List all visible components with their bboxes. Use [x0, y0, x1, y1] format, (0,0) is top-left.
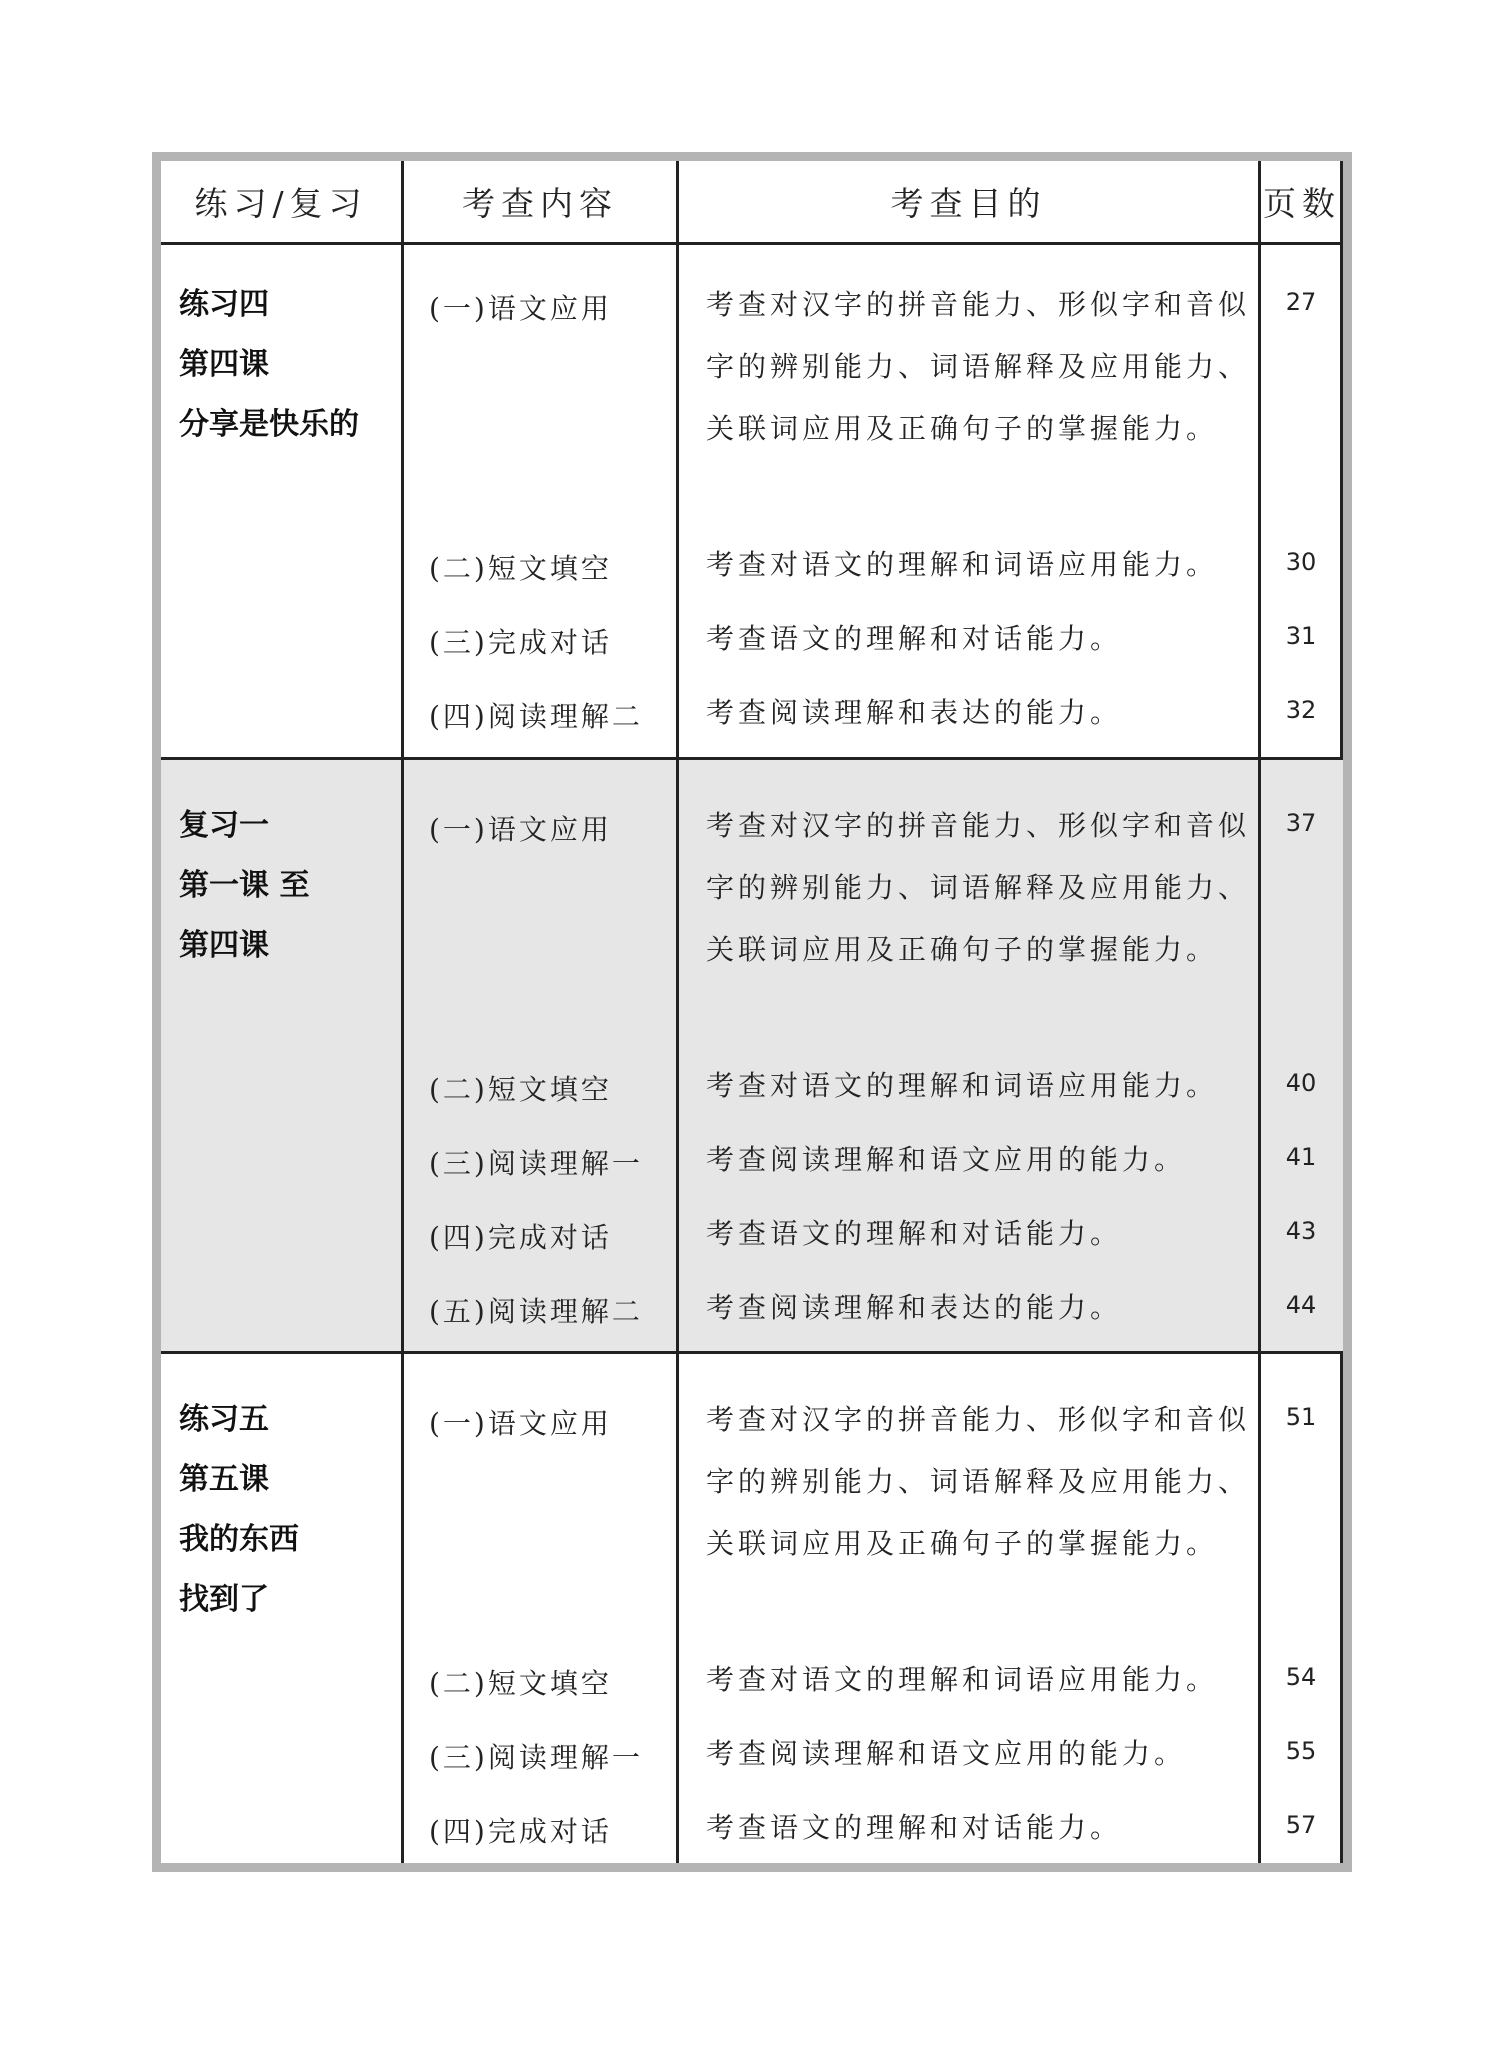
content-item: (五)阅读理解二	[429, 1295, 643, 1328]
objective-text: 考查对语文的理解和词语应用能力。	[706, 548, 1219, 581]
content-item: (四)完成对话	[429, 1221, 612, 1254]
title-line: 第五课	[179, 1462, 269, 1497]
header-practice-review: 练习/复习	[194, 184, 368, 223]
title-line: 第四课	[179, 928, 269, 963]
content-item: (一)语文应用	[429, 1407, 612, 1440]
objective-text: 考查阅读理解和表达的能力。	[706, 696, 1123, 729]
section-title	[179, 275, 359, 455]
objective-text: 考查语文的理解和对话能力。	[706, 622, 1123, 655]
page-number: 37	[1285, 809, 1317, 837]
page-number: 27	[1285, 288, 1317, 316]
objective-text: 考查语文的理解和对话能力。	[706, 1217, 1123, 1250]
content-item: (一)语文应用	[429, 292, 612, 325]
page-number: 51	[1285, 1403, 1317, 1431]
page-number: 55	[1285, 1737, 1317, 1765]
page-number: 43	[1285, 1217, 1317, 1245]
page-number: 30	[1285, 548, 1317, 576]
title-line: 分享是快乐的	[179, 407, 359, 442]
title-line: 找到了	[179, 1582, 269, 1617]
title-line: 第一课 至	[179, 868, 310, 903]
content-item: (二)短文填空	[429, 1667, 612, 1700]
title-line: 练习五	[179, 1402, 269, 1437]
header-objective: 考查目的	[890, 184, 1047, 223]
column-divider	[676, 161, 679, 1863]
page-number: 41	[1285, 1143, 1317, 1171]
content-item: (四)阅读理解二	[429, 700, 643, 733]
title-line: 第四课	[179, 347, 269, 382]
section-title	[179, 1390, 299, 1630]
objective-text: 考查对汉字的拼音能力、形似字和音似字的辨别能力、词语解释及应用能力、关联词应用及正确句子的掌握能力。	[706, 1403, 1251, 1560]
content-item: (三)阅读理解一	[429, 1147, 643, 1180]
column-divider	[401, 161, 404, 1863]
page-number: 57	[1285, 1811, 1317, 1839]
title-line: 练习四	[179, 287, 269, 322]
objective-text: 考查语文的理解和对话能力。	[706, 1811, 1123, 1844]
objective-text: 考查阅读理解和语文应用的能力。	[706, 1737, 1187, 1770]
table-frame	[152, 152, 1352, 1872]
objective-text: 考查对汉字的拼音能力、形似字和音似字的辨别能力、词语解释及应用能力、关联词应用及正确句子的掌握能力。	[706, 809, 1251, 966]
contents-table	[161, 161, 1343, 1863]
title-line: 我的东西	[179, 1522, 299, 1557]
header-content: 考查内容	[462, 184, 618, 223]
objective-text: 考查对语文的理解和词语应用能力。	[706, 1069, 1219, 1102]
header-page: 页数	[1263, 184, 1341, 223]
section-title	[179, 796, 309, 976]
objective-text: 考查阅读理解和语文应用的能力。	[706, 1143, 1187, 1176]
objective-text: 考查阅读理解和表达的能力。	[706, 1291, 1123, 1324]
content-item: (三)完成对话	[429, 626, 612, 659]
content-item: (三)阅读理解一	[429, 1741, 643, 1774]
content-item: (一)语文应用	[429, 813, 612, 846]
content-item: (二)短文填空	[429, 1073, 612, 1106]
page-number: 31	[1285, 622, 1317, 650]
objective-text: 考查对汉字的拼音能力、形似字和音似字的辨别能力、词语解释及应用能力、关联词应用及正确句子的掌握能力。	[706, 288, 1251, 445]
section-divider	[161, 757, 1343, 760]
page-number: 44	[1285, 1291, 1317, 1319]
title-line: 复习一	[179, 808, 269, 843]
content-item: (二)短文填空	[429, 552, 612, 585]
page-number: 40	[1285, 1069, 1317, 1097]
header-divider	[161, 242, 1343, 245]
section-divider	[161, 1351, 1343, 1354]
objective-text: 考查对语文的理解和词语应用能力。	[706, 1663, 1219, 1696]
page-number: 54	[1285, 1663, 1317, 1691]
content-item: (四)完成对话	[429, 1815, 612, 1848]
page-number: 32	[1285, 696, 1317, 724]
